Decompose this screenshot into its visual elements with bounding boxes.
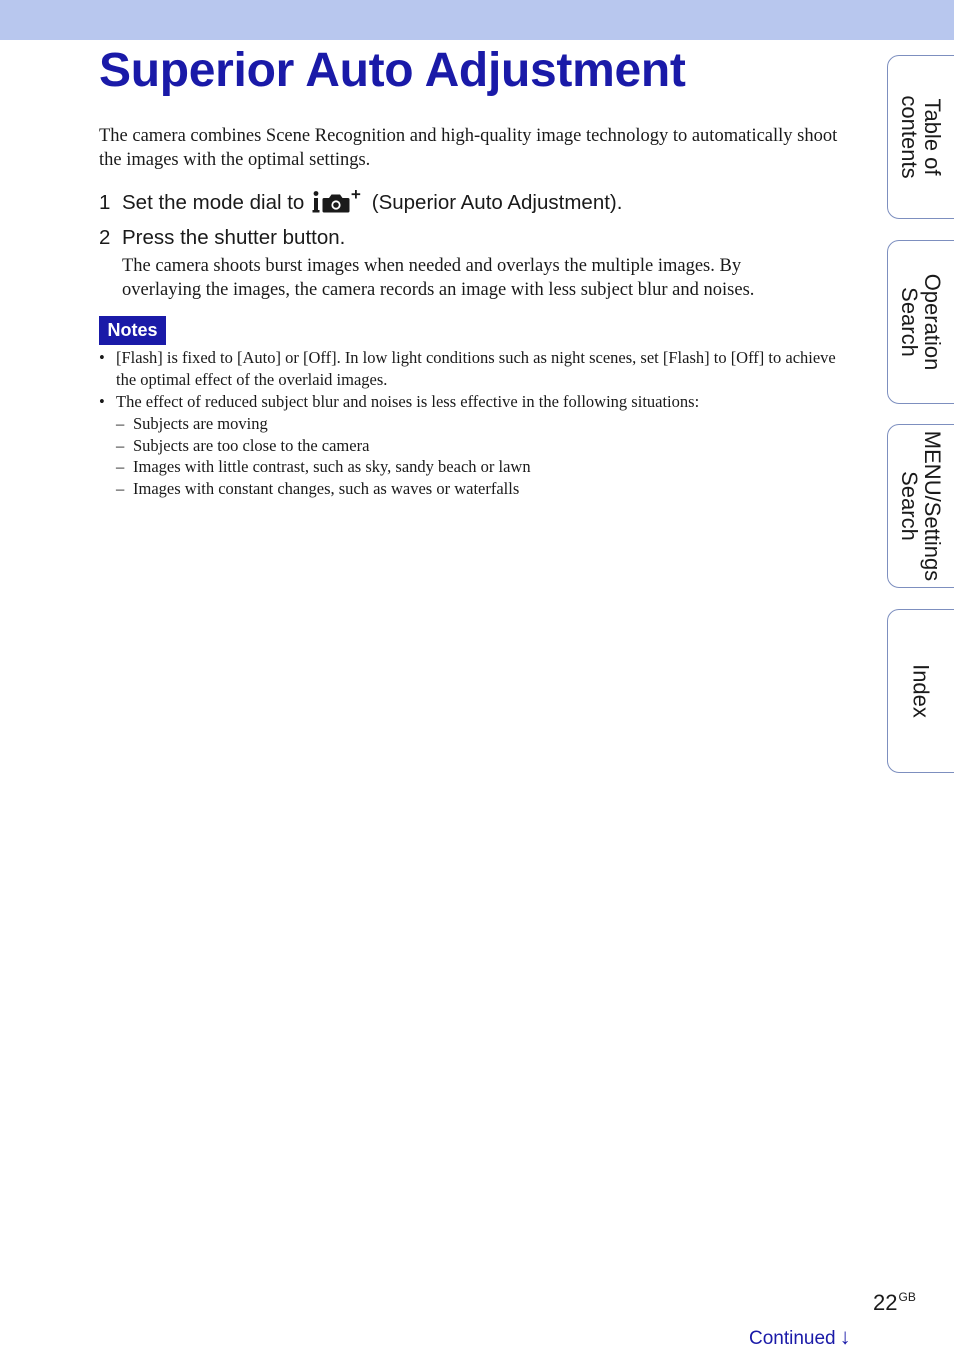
tab-menu-settings-search[interactable]	[887, 424, 954, 588]
tab-label-line2: Search	[897, 471, 922, 541]
tab-label-line1: Operation	[920, 273, 945, 371]
step-number: 2	[99, 226, 111, 249]
page-title: Superior Auto Adjustment	[99, 44, 686, 97]
header-band	[0, 0, 954, 40]
notes-list	[99, 347, 839, 499]
continued-label: Continued	[749, 1328, 836, 1349]
intro-paragraph: The camera combines Scene Recognition and high-quality image technology to automatically shoot the images with the optimal settings.	[99, 126, 838, 170]
tab-label-line1: MENU/Settings	[920, 430, 945, 582]
note-item	[99, 391, 839, 499]
tab-label-line1: Index	[908, 664, 934, 718]
step-number: 1	[99, 191, 111, 214]
situation-item: – Subjects are moving	[116, 413, 839, 435]
tab-table-of-contents[interactable]	[887, 55, 954, 219]
note-text: [Flash] is fixed to [Auto] or [Off]. In low light conditions such as night scenes, set [Flash] to [Off] to achieve the optimal effect of the overlaid images.	[116, 348, 836, 389]
tab-index[interactable]	[887, 609, 954, 773]
tab-label	[898, 431, 944, 581]
step-1	[99, 189, 622, 222]
page-number-suffix: GB	[898, 1290, 916, 1304]
superior-auto-icon	[312, 189, 362, 222]
step-text: Press the shutter button.	[122, 226, 346, 249]
situation-item: – Images with constant changes, such as waves or waterfalls	[116, 478, 839, 500]
note-item	[99, 347, 839, 391]
tab-label	[898, 274, 944, 371]
tab-label-line2: Search	[897, 287, 922, 357]
step-2-description: The camera shoots burst images when needed and overlays the multiple images. By overlaying the images, the camera records an image with less subject blur and noises.	[122, 256, 755, 300]
continued-link[interactable]	[749, 1324, 851, 1350]
tab-label-line1: Table of	[920, 98, 945, 176]
notes-badge: Notes	[99, 316, 166, 345]
tab-label	[898, 95, 944, 178]
tab-label	[910, 664, 933, 718]
step-text-suffix: (Superior Auto Adjustment).	[371, 191, 623, 214]
page-number-value: 22	[873, 1290, 898, 1315]
step-text: Set the mode dial to	[122, 191, 305, 214]
page-number	[873, 1290, 916, 1316]
situation-list	[116, 413, 839, 499]
situation-item: – Subjects are too close to the camera	[116, 435, 839, 457]
down-arrow-icon: ↓	[839, 1324, 851, 1349]
step-2	[99, 225, 345, 251]
situation-item: – Images with little contrast, such as sky, sandy beach or lawn	[116, 456, 839, 478]
note-text: The effect of reduced subject blur and noises is less effective in the following situations:	[116, 392, 700, 411]
tab-operation-search[interactable]	[887, 240, 954, 404]
tab-label-line2: contents	[897, 95, 922, 179]
